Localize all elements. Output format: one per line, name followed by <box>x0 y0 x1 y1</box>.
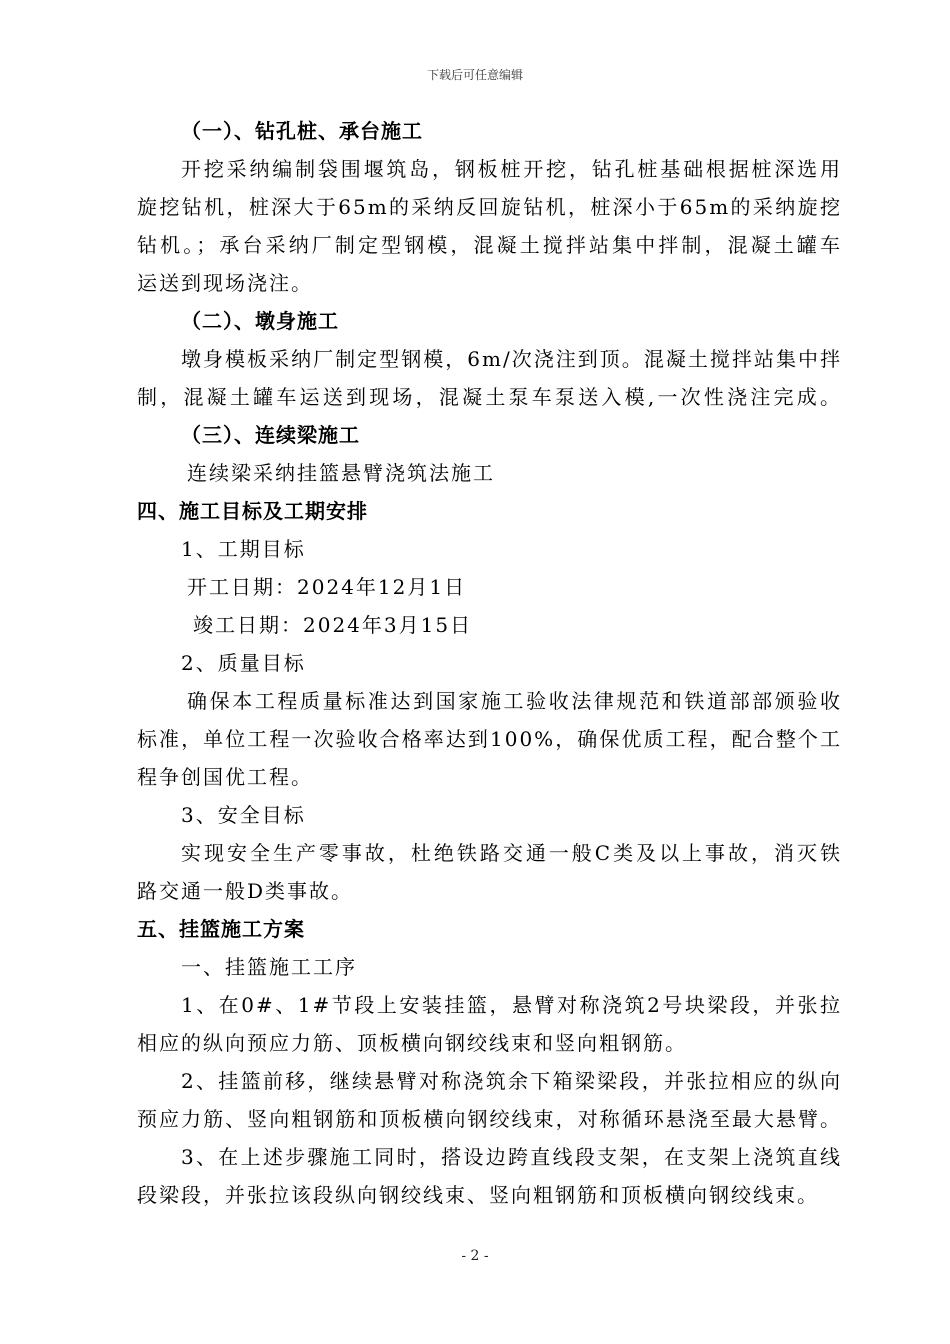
section-heading: （三）、连续梁施工 <box>181 423 360 447</box>
paragraph-line: 旋挖钻机，桩深大于65m的采纳反回旋钻机，桩深小于65m的采纳旋挖 <box>137 195 842 219</box>
section-heading: 五、挂篮施工方案 <box>137 917 305 941</box>
paragraph-line: 1、工期目标 <box>181 537 306 561</box>
paragraph-line: 一、挂篮施工工序 <box>181 955 357 979</box>
paragraph-line: 运送到现场浇注。 <box>137 271 313 295</box>
paragraph-line: 钻机。；承台采纳厂制定型钢模，混凝土搅拌站集中拌制，混凝土罐车 <box>137 233 842 257</box>
paragraph-line: 3、安全目标 <box>181 803 306 827</box>
paragraph-line: 路交通一般D类事故。 <box>137 879 354 903</box>
document-body <box>137 112 842 1214</box>
paragraph-line: 标准，单位工程一次验收合格率达到100%，确保优质工程，配合整个工 <box>137 727 842 751</box>
page-number: - 2 - <box>461 1248 489 1264</box>
paragraph-line: 3、在上述步骤施工同时，搭设边跨直线段支架，在支架上浇筑直线 <box>181 1145 842 1169</box>
paragraph-line: 实现安全生产零事故，杜绝铁路交通一般C类及以上事故，消灭铁 <box>181 841 842 865</box>
paragraph-line: 2、挂篮前移，继续悬臂对称浇筑余下箱梁梁段，并张拉相应的纵向 <box>181 1069 842 1093</box>
paragraph-line: 确保本工程质量标准达到国家施工验收法律规范和铁道部部颁验收 <box>187 689 842 713</box>
paragraph-line: 开工日期：2024年12月1日 <box>187 575 467 599</box>
paragraph-line: 2、质量目标 <box>181 651 306 675</box>
paragraph-line: 开挖采纳编制袋围堰筑岛，钢板桩开挖，钻孔桩基础根据桩深选用 <box>181 157 842 181</box>
paragraph-line: 制，混凝土罐车运送到现场，混凝土泵车泵送入模,一次性浇注完成。 <box>137 385 842 409</box>
paragraph-line: 程争创国优工程。 <box>137 765 313 789</box>
paragraph-line: 段梁段，并张拉该段纵向钢绞线束、竖向粗钢筋和顶板横向钢绞线束。 <box>137 1183 819 1207</box>
section-heading: （一）、钻孔桩、承台施工 <box>181 119 423 143</box>
page-header: 下载后可任意编辑 <box>426 68 523 82</box>
section-heading: 四、施工目标及工期安排 <box>137 499 368 523</box>
section-heading: （二）、墩身施工 <box>181 309 339 333</box>
paragraph-line: 竣工日期：2024年3月15日 <box>193 613 473 637</box>
paragraph-line: 墩身模板采纳厂制定型钢模，6m/次浇注到顶。混凝土搅拌站集中拌 <box>181 347 842 371</box>
paragraph-line: 预应力筋、竖向粗钢筋和顶板横向钢绞线束，对称循环悬浇至最大悬臂。 <box>137 1107 842 1131</box>
paragraph-line: 连续梁采纳挂篮悬臂浇筑法施工 <box>187 461 495 485</box>
paragraph-line: 相应的纵向预应力筋、顶板横向钢绞线束和竖向粗钢筋。 <box>137 1031 687 1055</box>
paragraph-line: 1、在0#、1#节段上安装挂篮，悬臂对称浇筑2号块梁段，并张拉 <box>181 993 842 1017</box>
